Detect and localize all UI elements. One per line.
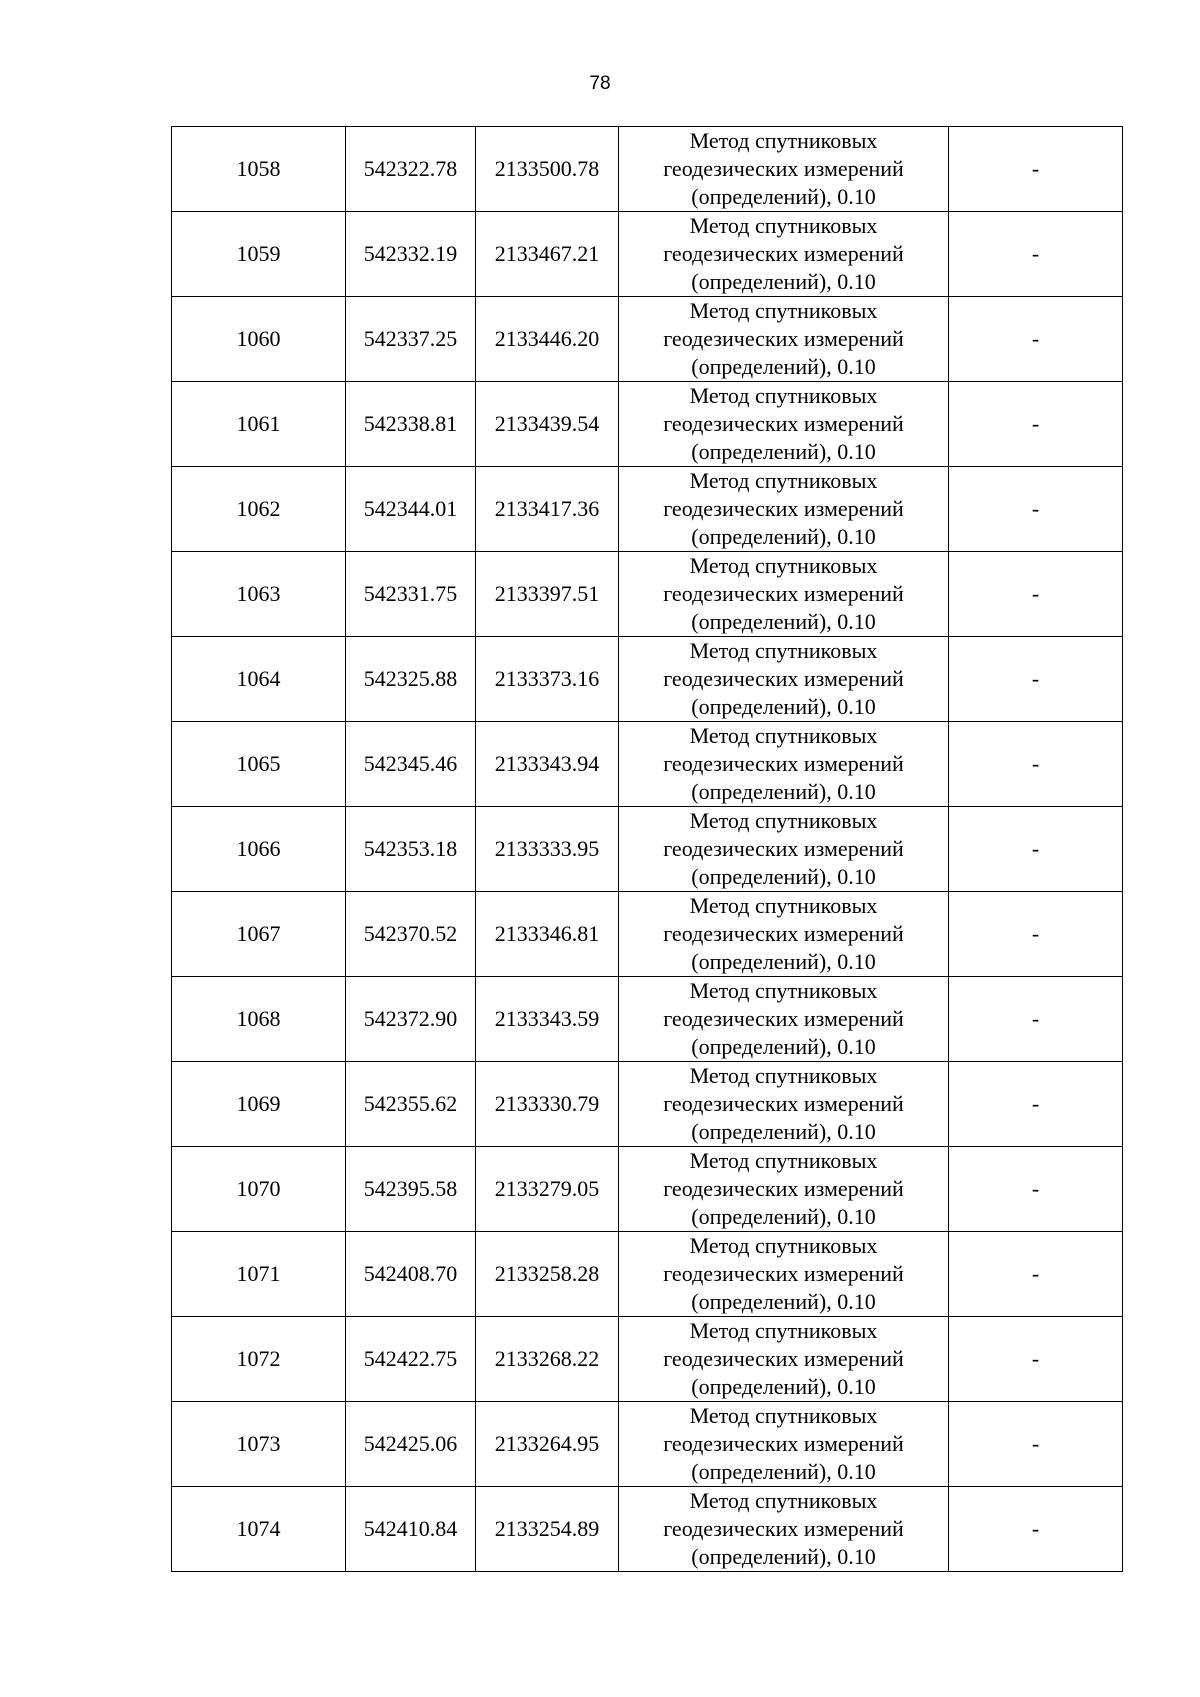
y-coordinate-cell: 2133343.59: [476, 977, 619, 1062]
method-line: Метод спутниковых: [689, 553, 878, 578]
note-cell: -: [949, 297, 1123, 382]
y-coordinate-cell: 2133439.54: [476, 382, 619, 467]
method-line: геодезических измерений: [663, 1261, 904, 1286]
y-coordinate-cell: 2133500.78: [476, 127, 619, 212]
method-line: Метод спутниковых: [689, 1403, 878, 1428]
method-line: Метод спутниковых: [689, 1318, 878, 1343]
note-cell: -: [949, 1147, 1123, 1232]
y-coordinate-cell: 2133254.89: [476, 1487, 619, 1572]
method-line: Метод спутниковых: [689, 808, 878, 833]
method-line: (определений), 0.10: [691, 694, 876, 719]
method-line: геодезических измерений: [663, 1176, 904, 1201]
table-row: [172, 1487, 1123, 1572]
coordinates-table: [171, 126, 1123, 1572]
method-line: (определений), 0.10: [691, 1119, 876, 1144]
x-coordinate-cell: 542370.52: [346, 892, 476, 977]
method-cell: [619, 212, 949, 297]
method-line: Метод спутниковых: [689, 1148, 878, 1173]
method-line: Метод спутниковых: [689, 978, 878, 1003]
method-line: Метод спутниковых: [689, 468, 878, 493]
point-number-cell: 1068: [172, 977, 346, 1062]
x-coordinate-cell: 542337.25: [346, 297, 476, 382]
method-line: геодезических измерений: [663, 581, 904, 606]
method-line: (определений), 0.10: [691, 1204, 876, 1229]
table-row: [172, 297, 1123, 382]
note-cell: -: [949, 977, 1123, 1062]
method-line: (определений), 0.10: [691, 524, 876, 549]
point-number-cell: 1059: [172, 212, 346, 297]
x-coordinate-cell: 542410.84: [346, 1487, 476, 1572]
method-line: Метод спутниковых: [689, 638, 878, 663]
point-number-cell: 1060: [172, 297, 346, 382]
point-number-cell: 1062: [172, 467, 346, 552]
method-line: Метод спутниковых: [689, 723, 878, 748]
method-line: геодезических измерений: [663, 1431, 904, 1456]
table-row: [172, 1062, 1123, 1147]
method-line: (определений), 0.10: [691, 269, 876, 294]
table-row: [172, 977, 1123, 1062]
y-coordinate-cell: 2133330.79: [476, 1062, 619, 1147]
table-row: [172, 1402, 1123, 1487]
method-cell: [619, 1147, 949, 1232]
method-cell: [619, 892, 949, 977]
x-coordinate-cell: 542332.19: [346, 212, 476, 297]
x-coordinate-cell: 542408.70: [346, 1232, 476, 1317]
point-number-cell: 1064: [172, 637, 346, 722]
method-cell: [619, 467, 949, 552]
method-line: (определений), 0.10: [691, 779, 876, 804]
x-coordinate-cell: 542322.78: [346, 127, 476, 212]
method-line: (определений), 0.10: [691, 1034, 876, 1059]
method-line: (определений), 0.10: [691, 1544, 876, 1569]
method-line: (определений), 0.10: [691, 1459, 876, 1484]
method-line: геодезических измерений: [663, 1346, 904, 1371]
table-row: [172, 467, 1123, 552]
note-cell: -: [949, 637, 1123, 722]
x-coordinate-cell: 542395.58: [346, 1147, 476, 1232]
y-coordinate-cell: 2133467.21: [476, 212, 619, 297]
method-line: геодезических измерений: [663, 411, 904, 436]
method-cell: [619, 127, 949, 212]
page-number: 78: [589, 73, 611, 94]
y-coordinate-cell: 2133417.36: [476, 467, 619, 552]
method-line: геодезических измерений: [663, 1006, 904, 1031]
point-number-cell: 1063: [172, 552, 346, 637]
table-row: [172, 1147, 1123, 1232]
x-coordinate-cell: 542372.90: [346, 977, 476, 1062]
method-line: Метод спутниковых: [689, 1233, 878, 1258]
point-number-cell: 1071: [172, 1232, 346, 1317]
note-cell: -: [949, 1062, 1123, 1147]
method-line: (определений), 0.10: [691, 1289, 876, 1314]
table-row: [172, 1232, 1123, 1317]
point-number-cell: 1067: [172, 892, 346, 977]
x-coordinate-cell: 542353.18: [346, 807, 476, 892]
table-row: [172, 892, 1123, 977]
method-cell: [619, 297, 949, 382]
x-coordinate-cell: 542344.01: [346, 467, 476, 552]
point-number-cell: 1066: [172, 807, 346, 892]
note-cell: -: [949, 722, 1123, 807]
method-line: (определений), 0.10: [691, 949, 876, 974]
table-row: [172, 552, 1123, 637]
y-coordinate-cell: 2133446.20: [476, 297, 619, 382]
table-row: [172, 382, 1123, 467]
method-line: геодезических измерений: [663, 751, 904, 776]
method-cell: [619, 1317, 949, 1402]
table-row: [172, 1317, 1123, 1402]
method-line: (определений), 0.10: [691, 1374, 876, 1399]
method-line: Метод спутниковых: [689, 893, 878, 918]
note-cell: -: [949, 552, 1123, 637]
method-line: Метод спутниковых: [689, 1063, 878, 1088]
coordinates-table-body: [172, 127, 1123, 1572]
y-coordinate-cell: 2133258.28: [476, 1232, 619, 1317]
x-coordinate-cell: 542355.62: [346, 1062, 476, 1147]
method-line: геодезических измерений: [663, 326, 904, 351]
method-cell: [619, 552, 949, 637]
table-row: [172, 637, 1123, 722]
method-cell: [619, 722, 949, 807]
point-number-cell: 1073: [172, 1402, 346, 1487]
method-line: (определений), 0.10: [691, 439, 876, 464]
method-line: геодезических измерений: [663, 666, 904, 691]
method-line: геодезических измерений: [663, 1091, 904, 1116]
method-cell: [619, 382, 949, 467]
method-line: геодезических измерений: [663, 836, 904, 861]
x-coordinate-cell: 542422.75: [346, 1317, 476, 1402]
method-line: геодезических измерений: [663, 156, 904, 181]
method-line: геодезических измерений: [663, 921, 904, 946]
method-line: (определений), 0.10: [691, 609, 876, 634]
method-line: (определений), 0.10: [691, 864, 876, 889]
note-cell: -: [949, 807, 1123, 892]
note-cell: -: [949, 1232, 1123, 1317]
note-cell: -: [949, 892, 1123, 977]
x-coordinate-cell: 542331.75: [346, 552, 476, 637]
method-cell: [619, 1487, 949, 1572]
method-cell: [619, 1062, 949, 1147]
point-number-cell: 1065: [172, 722, 346, 807]
note-cell: -: [949, 1402, 1123, 1487]
method-cell: [619, 807, 949, 892]
x-coordinate-cell: 542338.81: [346, 382, 476, 467]
y-coordinate-cell: 2133373.16: [476, 637, 619, 722]
method-line: Метод спутниковых: [689, 383, 878, 408]
method-line: Метод спутниковых: [689, 213, 878, 238]
table-row: [172, 722, 1123, 807]
method-line: (определений), 0.10: [691, 184, 876, 209]
y-coordinate-cell: 2133279.05: [476, 1147, 619, 1232]
x-coordinate-cell: 542345.46: [346, 722, 476, 807]
note-cell: -: [949, 382, 1123, 467]
method-cell: [619, 637, 949, 722]
point-number-cell: 1061: [172, 382, 346, 467]
point-number-cell: 1058: [172, 127, 346, 212]
method-line: геодезических измерений: [663, 241, 904, 266]
point-number-cell: 1070: [172, 1147, 346, 1232]
table-row: [172, 212, 1123, 297]
method-line: геодезических измерений: [663, 496, 904, 521]
method-line: геодезических измерений: [663, 1516, 904, 1541]
y-coordinate-cell: 2133268.22: [476, 1317, 619, 1402]
note-cell: -: [949, 212, 1123, 297]
method-line: Метод спутниковых: [689, 298, 878, 323]
point-number-cell: 1072: [172, 1317, 346, 1402]
method-cell: [619, 1402, 949, 1487]
note-cell: -: [949, 467, 1123, 552]
method-cell: [619, 1232, 949, 1317]
point-number-cell: 1069: [172, 1062, 346, 1147]
y-coordinate-cell: 2133333.95: [476, 807, 619, 892]
method-line: Метод спутниковых: [689, 128, 878, 153]
note-cell: -: [949, 1317, 1123, 1402]
y-coordinate-cell: 2133346.81: [476, 892, 619, 977]
y-coordinate-cell: 2133264.95: [476, 1402, 619, 1487]
note-cell: -: [949, 127, 1123, 212]
x-coordinate-cell: 542425.06: [346, 1402, 476, 1487]
point-number-cell: 1074: [172, 1487, 346, 1572]
method-line: (определений), 0.10: [691, 354, 876, 379]
method-line: Метод спутниковых: [689, 1488, 878, 1513]
y-coordinate-cell: 2133343.94: [476, 722, 619, 807]
method-cell: [619, 977, 949, 1062]
y-coordinate-cell: 2133397.51: [476, 552, 619, 637]
table-row: [172, 807, 1123, 892]
x-coordinate-cell: 542325.88: [346, 637, 476, 722]
note-cell: -: [949, 1487, 1123, 1572]
table-row: [172, 127, 1123, 212]
